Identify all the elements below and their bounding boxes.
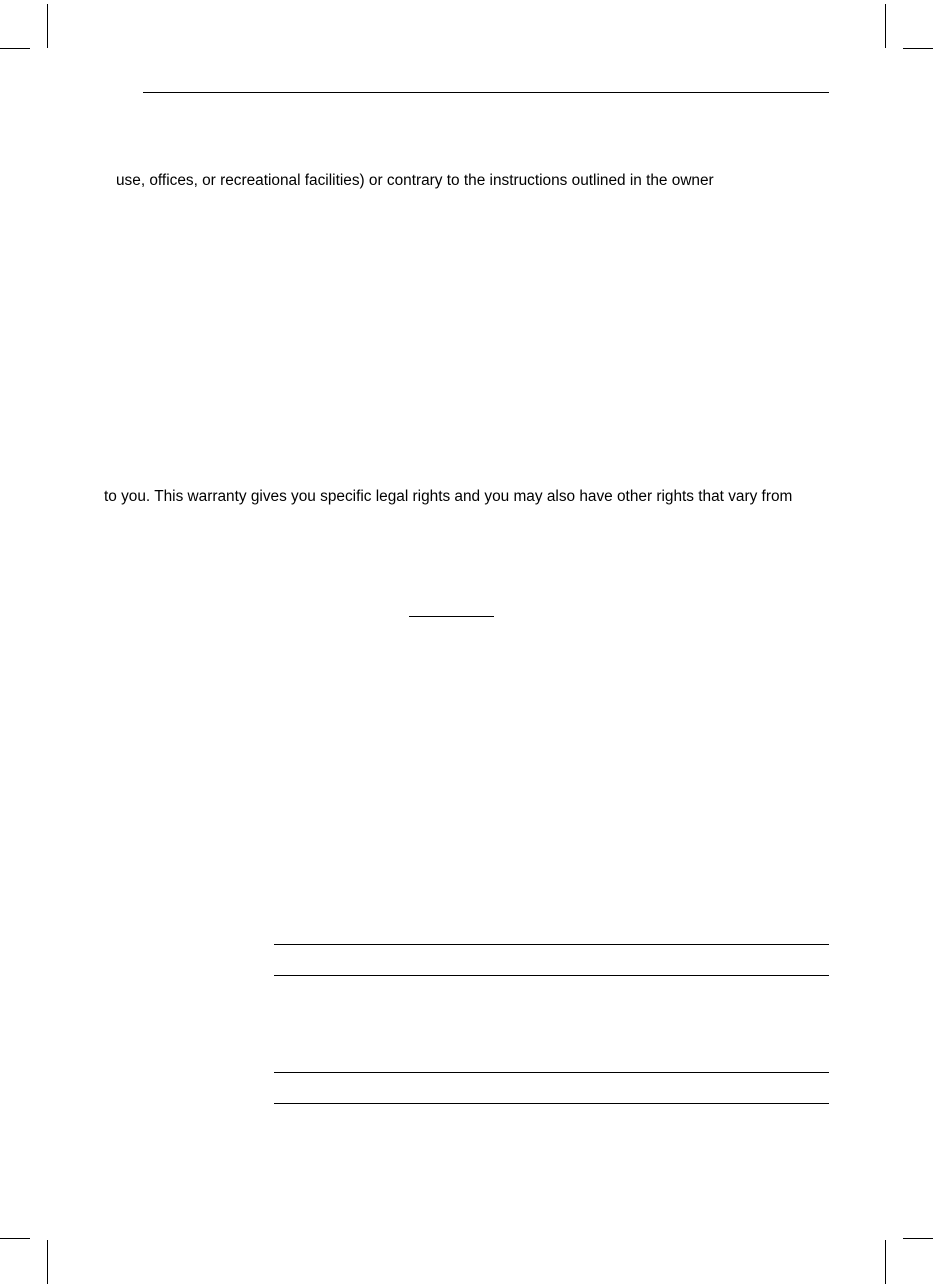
crop-mark-top-right-vertical xyxy=(885,4,886,48)
table-rule-3 xyxy=(274,1072,829,1073)
body-text-line-1: use, offices, or recreational facilities) or contrary to the instructions outlined in the owner xyxy=(116,172,714,189)
crop-mark-bottom-right-vertical xyxy=(885,1240,886,1284)
table-rule-1 xyxy=(274,944,829,945)
crop-mark-bottom-left-vertical xyxy=(47,1240,48,1284)
crop-mark-top-left-vertical xyxy=(47,4,48,48)
table-rule-4 xyxy=(274,1103,829,1104)
crop-mark-bottom-right-horizontal xyxy=(903,1238,933,1239)
body-text-line-2: to you. This warranty gives you specific legal rights and you may also have other rights that vary from xyxy=(104,488,793,505)
table-rule-2 xyxy=(274,975,829,976)
crop-mark-top-right-horizontal xyxy=(903,48,933,49)
header-rule xyxy=(143,92,829,93)
section-underline xyxy=(409,616,494,617)
crop-mark-bottom-left-horizontal xyxy=(0,1238,30,1239)
crop-mark-top-left-horizontal xyxy=(0,48,30,49)
